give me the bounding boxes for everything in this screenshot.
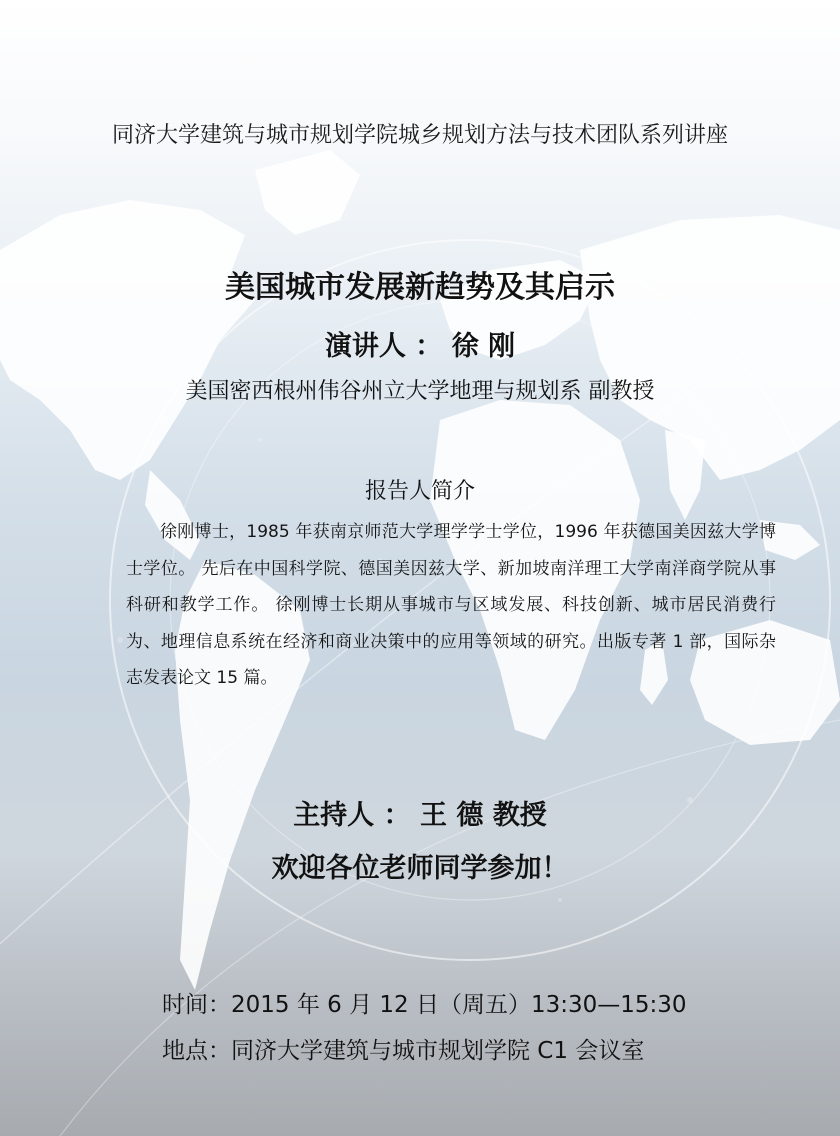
speaker-affiliation: 美国密西根州伟谷州立大学地理与规划系 副教授 [185,379,655,404]
speaker-bio: 徐刚博士，1985 年获南京师范大学理学学士学位，1996 年获德国美因兹大学博士学位。 先后在中国科学院、德国美因兹大学、新加坡南洋理工大学南洋商学院从事科研和教学工作。 徐刚博士长期从事城市与区域发展、科技创新、城市居民消费行为、地理信息系统在经济和商业决策中的应用等领域的研究。出版专著 1 部，国际杂志发表论文 15 篇。 [126,522,776,688]
welcome-line: 欢迎各位老师同学参加！ [271,853,569,884]
lecture-title: 美国城市发展新趋势及其启示 [225,270,615,305]
event-location: 地点：同济大学建筑与城市规划学院 C1 会议室 [162,1038,645,1064]
host-line: 主持人 ： 王 德 教授 [293,800,547,831]
speaker-line: 演讲人 ： 徐 刚 [324,331,516,362]
series-title: 同济大学建筑与城市规划学院城乡规划方法与技术团队系列讲座 [111,123,728,148]
event-time: 时间：2015 年 6 月 12 日（周五）13:30—15:30 [162,992,687,1018]
bio-heading: 报告人简介 [364,479,475,504]
